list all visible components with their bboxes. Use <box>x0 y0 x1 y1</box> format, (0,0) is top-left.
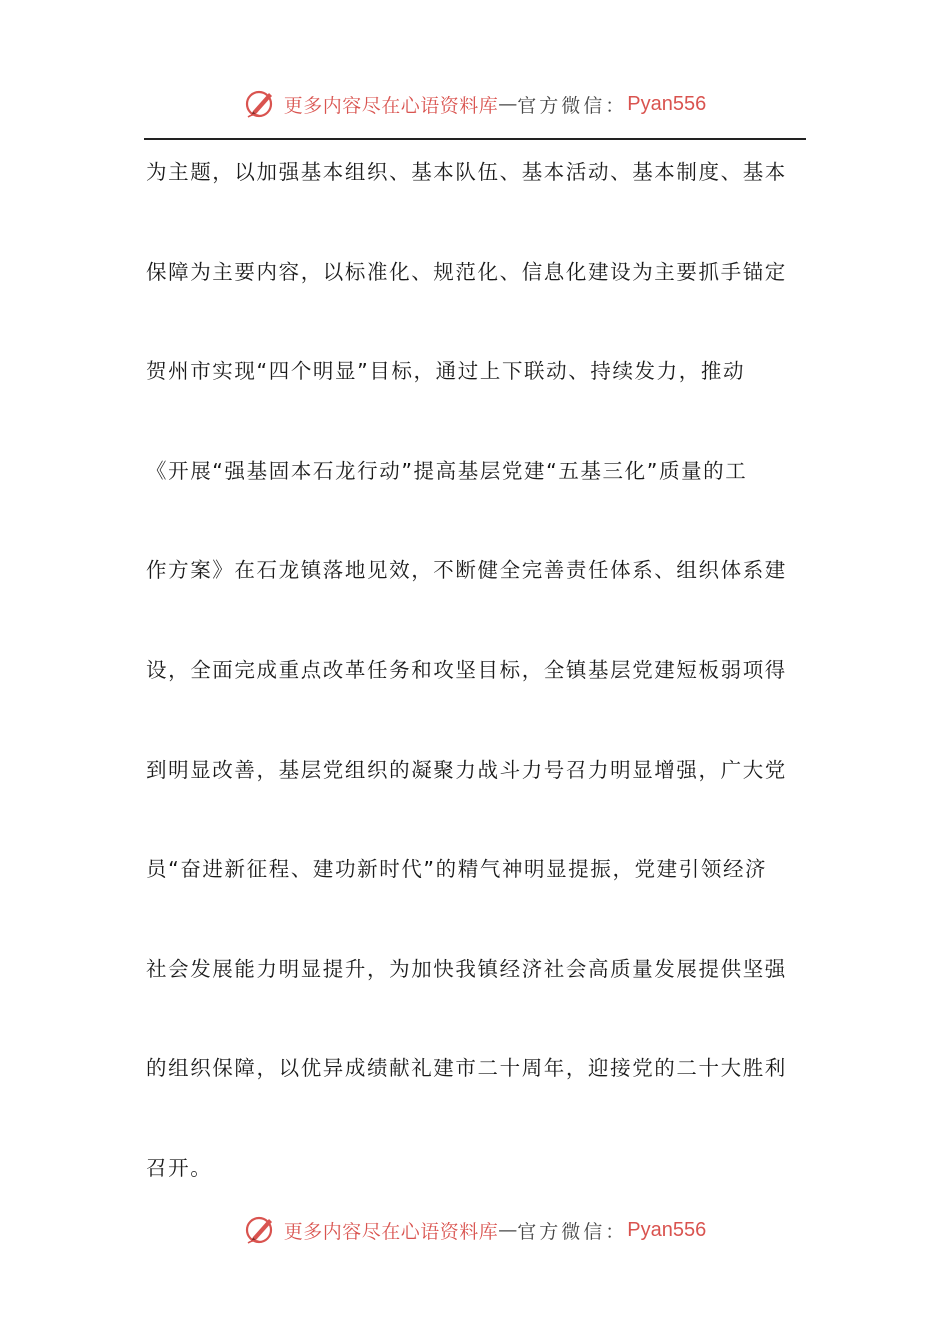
paragraph-line: 为主题，以加强基本组织、基本队伍、基本活动、基本制度、基本 <box>146 160 787 184</box>
header-slogan: 更多内容尽在心语资料库 <box>283 94 499 117</box>
footer-dash: — <box>498 1219 518 1241</box>
body-paragraph <box>146 150 796 1246</box>
header-banner <box>0 84 950 124</box>
pen-logo-icon <box>244 87 278 121</box>
paragraph-line: 到明显改善，基层党组织的凝聚力战斗力号召力明显增强，广大党 <box>146 757 787 782</box>
paragraph-line: 召开。 <box>146 1155 213 1180</box>
header-wechat-id: Pyan556 <box>627 92 707 115</box>
footer-wechat-label: 官方微信： <box>517 1220 628 1243</box>
paragraph-line: 保障为主要内容，以标准化、规范化、信息化建设为主要抓手锚定 <box>146 259 787 284</box>
paragraph-line: 贺州市实现“四个明显”目标，通过上下联动、持续发力，推动 <box>146 359 746 384</box>
footer-slogan: 更多内容尽在心语资料库 <box>283 1220 499 1243</box>
paragraph-line: 《开展“强基固本石龙行动”提高基层党建“五基三化”质量的工 <box>146 458 748 483</box>
header-wechat-label: 官方微信： <box>517 94 628 117</box>
paragraph-line: 的组织保障，以优异成绩献礼建市二十周年，迎接党的二十大胜利 <box>146 1056 787 1081</box>
paragraph-line: 员“奋进新征程、建功新时代”的精气神明显提振，党建引领经济 <box>146 857 768 882</box>
footer-banner <box>0 1210 950 1250</box>
paragraph-line: 社会发展能力明显提升，为加快我镇经济社会高质量发展提供坚强 <box>146 956 787 981</box>
header-divider <box>144 138 806 140</box>
paragraph-line: 作方案》在石龙镇落地见效，不断健全完善责任体系、组织体系建 <box>146 558 787 583</box>
footer-wechat-id: Pyan556 <box>627 1218 707 1241</box>
pen-logo-icon <box>244 1213 278 1247</box>
header-dash: — <box>498 93 518 115</box>
paragraph-line: 设，全面完成重点改革任务和攻坚目标，全镇基层党建短板弱项得 <box>146 657 787 682</box>
